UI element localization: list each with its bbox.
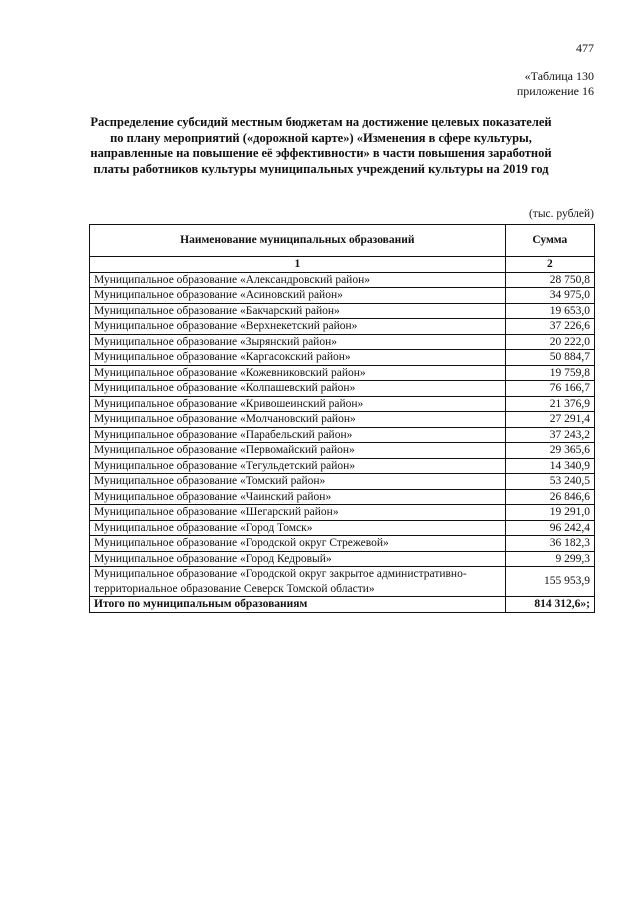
row-sum: 20 222,0 <box>505 334 594 350</box>
table-row <box>90 381 595 397</box>
row-sum: 19 291,0 <box>505 505 594 521</box>
table-row <box>90 272 595 288</box>
table-row <box>90 458 595 474</box>
row-name: Муниципальное образование «Асиновский район» <box>90 288 506 304</box>
table-reference <box>517 69 594 99</box>
total-row <box>90 597 595 613</box>
table-row <box>90 365 595 381</box>
row-name: Муниципальное образование «Кожевниковский район» <box>90 365 506 381</box>
table-row <box>90 474 595 490</box>
row-sum: 26 846,6 <box>505 489 594 505</box>
subsidies-table <box>89 224 595 613</box>
table-row <box>90 551 595 567</box>
row-name: Муниципальное образование «Город Томск» <box>90 520 506 536</box>
table-row <box>90 396 595 412</box>
column-number-2: 2 <box>505 257 594 273</box>
row-name: Муниципальное образование «Молчановский район» <box>90 412 506 428</box>
row-sum: 27 291,4 <box>505 412 594 428</box>
row-sum: 155 953,9 <box>505 567 594 597</box>
row-sum: 96 242,4 <box>505 520 594 536</box>
units-label: (тыс. рублей) <box>528 208 594 220</box>
row-name: Муниципальное образование «Каргасокский район» <box>90 350 506 366</box>
table-row <box>90 520 595 536</box>
row-name: Муниципальное образование «Кривошеинский район» <box>90 396 506 412</box>
table-row <box>90 567 595 597</box>
row-sum: 37 243,2 <box>505 427 594 443</box>
header-sum: Сумма <box>505 225 594 257</box>
table-row <box>90 303 595 319</box>
row-name: Муниципальное образование «Зырянский район» <box>90 334 506 350</box>
row-sum: 34 975,0 <box>505 288 594 304</box>
table-reference-line-2: приложение 16 <box>516 84 594 98</box>
header-name: Наименование муниципальных образований <box>90 225 506 257</box>
table-row <box>90 427 595 443</box>
total-sum: 814 312,6»; <box>505 597 594 613</box>
row-sum: 37 226,6 <box>505 319 594 335</box>
row-sum: 9 299,3 <box>505 551 594 567</box>
row-name: Муниципальное образование «Александровский район» <box>90 272 506 288</box>
column-number-row <box>90 257 595 273</box>
row-name: Муниципальное образование «Городской округ закрытое административно-территориальное образование Северск Томской области» <box>90 567 506 597</box>
row-name: Муниципальное образование «Шегарский район» <box>90 505 506 521</box>
row-name: Муниципальное образование «Городской округ Стрежевой» <box>90 536 506 552</box>
row-sum: 28 750,8 <box>505 272 594 288</box>
table-row <box>90 350 595 366</box>
row-sum: 36 182,3 <box>505 536 594 552</box>
table-row <box>90 319 595 335</box>
row-sum: 19 759,8 <box>505 365 594 381</box>
table-row <box>90 334 595 350</box>
table-row <box>90 412 595 428</box>
row-name: Муниципальное образование «Чаинский район» <box>90 489 506 505</box>
row-name: Муниципальное образование «Колпашевский район» <box>90 381 506 397</box>
table-body <box>90 272 595 612</box>
table-row <box>90 288 595 304</box>
document-title: Распределение субсидий местным бюджетам на достижение целевых показателей по плану мероприятий («дорожной карте») «Изменения в сфере культуры, направленные на повышение её эффективности» в части повышения заработной платы работников культуры муниципальных учреждений культуры на 2019 год <box>90 115 552 176</box>
row-name: Муниципальное образование «Город Кедровый» <box>90 551 506 567</box>
row-sum: 76 166,7 <box>505 381 594 397</box>
table-row <box>90 536 595 552</box>
row-name: Муниципальное образование «Парабельский район» <box>90 427 506 443</box>
table-row <box>90 489 595 505</box>
table-reference-line-1: «Таблица 130 <box>524 69 594 83</box>
row-name: Муниципальное образование «Первомайский район» <box>90 443 506 459</box>
row-name: Муниципальное образование «Тегульдетский район» <box>90 458 506 474</box>
row-name: Муниципальное образование «Томский район» <box>90 474 506 490</box>
row-sum: 21 376,9 <box>505 396 594 412</box>
table-row <box>90 443 595 459</box>
column-number-1: 1 <box>90 257 506 273</box>
row-sum: 19 653,0 <box>505 303 594 319</box>
row-sum: 50 884,7 <box>505 350 594 366</box>
table-row <box>90 505 595 521</box>
row-name: Муниципальное образование «Верхнекетский район» <box>90 319 506 335</box>
row-sum: 29 365,6 <box>505 443 594 459</box>
total-label: Итого по муниципальным образованиям <box>90 597 506 613</box>
page-number: 477 <box>576 41 594 55</box>
row-sum: 14 340,9 <box>505 458 594 474</box>
table-header-row <box>90 225 595 257</box>
row-sum: 53 240,5 <box>505 474 594 490</box>
row-name: Муниципальное образование «Бакчарский район» <box>90 303 506 319</box>
